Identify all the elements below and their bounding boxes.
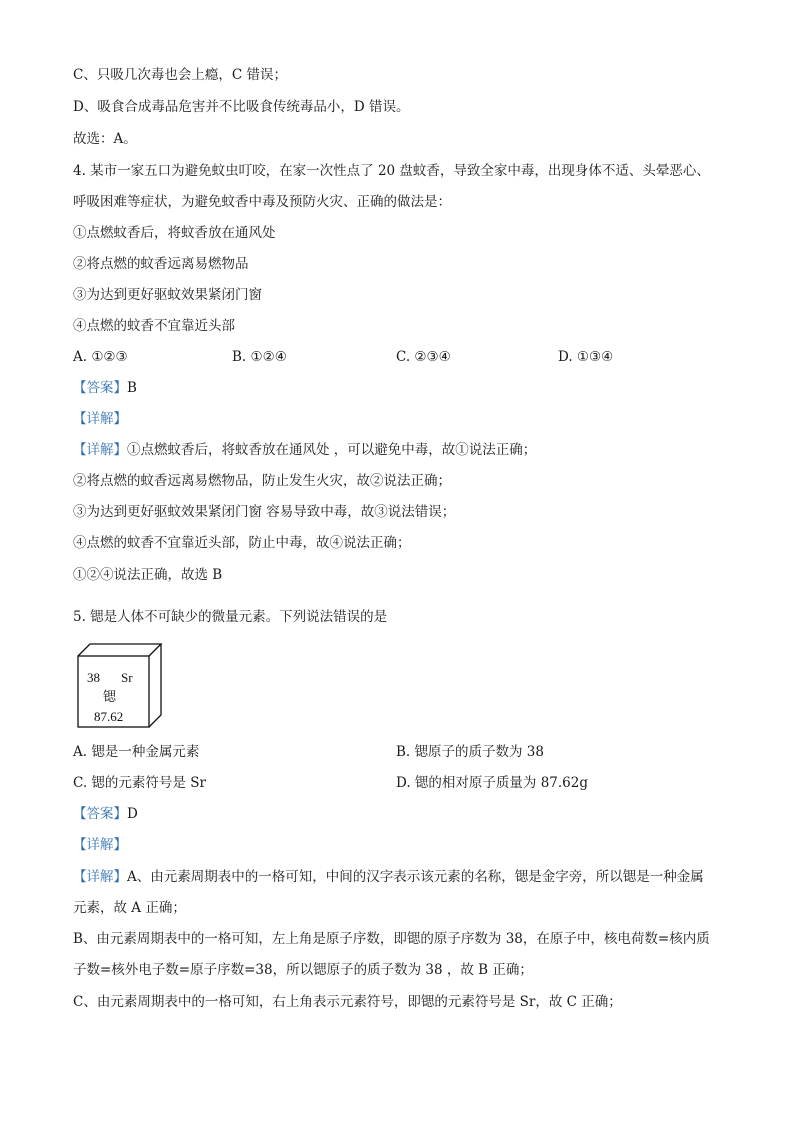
explain-text: A、由元素周期表中的一格可知，中间的汉字表示该元素的名称，锶是金字旁，所以锶是一种金属 <box>127 869 704 885</box>
q4-explain-5: ①②④说法正确，故选 B <box>73 567 223 583</box>
detail-tag: 【详解】 <box>73 411 127 427</box>
answer-value: B <box>127 380 137 396</box>
q4-option-d: D. ①③④ <box>558 349 614 365</box>
explain-tag: 【详解】 <box>73 442 127 458</box>
q3-option-c-explanation: C、只吸几次毒也会上瘾，C 错误； <box>73 67 287 83</box>
q5-explain-a-line-2: 元素，故 A 正确； <box>73 900 186 916</box>
q4-explain-1 <box>73 441 536 459</box>
q4-item-4: ④点燃的蚊香不宜靠近头部 <box>73 318 235 334</box>
q4-option-b: B. ①②④ <box>232 349 287 365</box>
q5-explain-a-line-1 <box>73 868 704 886</box>
q4-item-2: ②将点燃的蚊香远离易燃物品 <box>73 256 249 272</box>
q4-explain-3: ③为达到更好驱蚊效果紧闭门窗 容易导致中毒，故③说法错误； <box>73 504 456 520</box>
q4-option-a: A. ①②③ <box>73 349 128 365</box>
answer-value: D <box>127 806 138 822</box>
q5-stem: 5. 锶是人体不可缺少的微量元素。下列说法错误的是 <box>73 609 388 625</box>
explain-text: ①点燃蚊香后，将蚊香放在通风处 ，可以避免中毒，故①说法正确； <box>127 442 537 458</box>
detail-tag: 【详解】 <box>73 837 127 853</box>
element-name: 锶 <box>103 689 117 704</box>
cube-top-face <box>78 644 161 656</box>
q4-item-1: ①点燃蚊香后，将蚊香放在通风处 <box>73 225 276 241</box>
q5-explain-b-line-1: B、由元素周期表中的一格可知，左上角是原子序数，即锶的原子序数为 38，在原子中，核电荷数=核内质 <box>73 931 710 947</box>
q4-stem-line-2: 呼吸困难等症状，为避免蚊香中毒及预防火灾、正确的做法是： <box>73 194 451 210</box>
q4-explain-2: ②将点燃的蚊香远离易燃物品，防止发生火灾，故②说法正确； <box>73 473 451 489</box>
q5-option-b: B. 锶原子的质子数为 38 <box>396 744 544 760</box>
atomic-number: 38 <box>87 670 100 685</box>
q5-explain-c: C、由元素周期表中的一格可知，右上角表示元素符号，即锶的元素符号是 Sr，故 C 正确； <box>73 994 622 1010</box>
q5-explain-b-line-2: 子数=核外电子数=原子序数=38，所以锶原子的质子数为 38 ，故 B 正确； <box>73 962 533 978</box>
q4-detail-heading <box>73 410 127 428</box>
periodic-table-cell <box>73 640 165 732</box>
q3-option-d-explanation: D、吸食合成毒品危害并不比吸食传统毒品小，D 错误。 <box>73 99 410 115</box>
atomic-mass: 87.62 <box>94 709 124 724</box>
q4-stem-line-1: 4. 某市一家五口为避免蚊虫叮咬，在家一次性点了 20 盘蚊香，导致全家中毒，出现身体不适、头晕恶心、 <box>73 163 710 179</box>
q5-option-d: D. 锶的相对原子质量为 87.62g <box>396 775 589 791</box>
q4-answer <box>73 379 137 397</box>
q5-option-a: A. 锶是一种金属元素 <box>73 744 200 760</box>
explain-tag: 【详解】 <box>73 869 127 885</box>
cube-side-face <box>149 644 161 727</box>
q5-answer <box>73 805 138 823</box>
q4-item-3: ③为达到更好驱蚊效果紧闭门窗 <box>73 287 262 303</box>
answer-tag: 【答案】 <box>73 806 127 822</box>
q5-option-c: C. 锶的元素符号是 Sr <box>73 775 206 791</box>
answer-tag: 【答案】 <box>73 380 127 396</box>
q4-explain-4: ④点燃的蚊香不宜靠近头部，防止中毒，故④说法正确； <box>73 535 411 551</box>
element-symbol: Sr <box>121 670 133 685</box>
q5-detail-heading <box>73 836 127 854</box>
q3-final-answer: 故选：A。 <box>73 131 137 147</box>
q4-option-c: C. ②③④ <box>396 349 451 365</box>
